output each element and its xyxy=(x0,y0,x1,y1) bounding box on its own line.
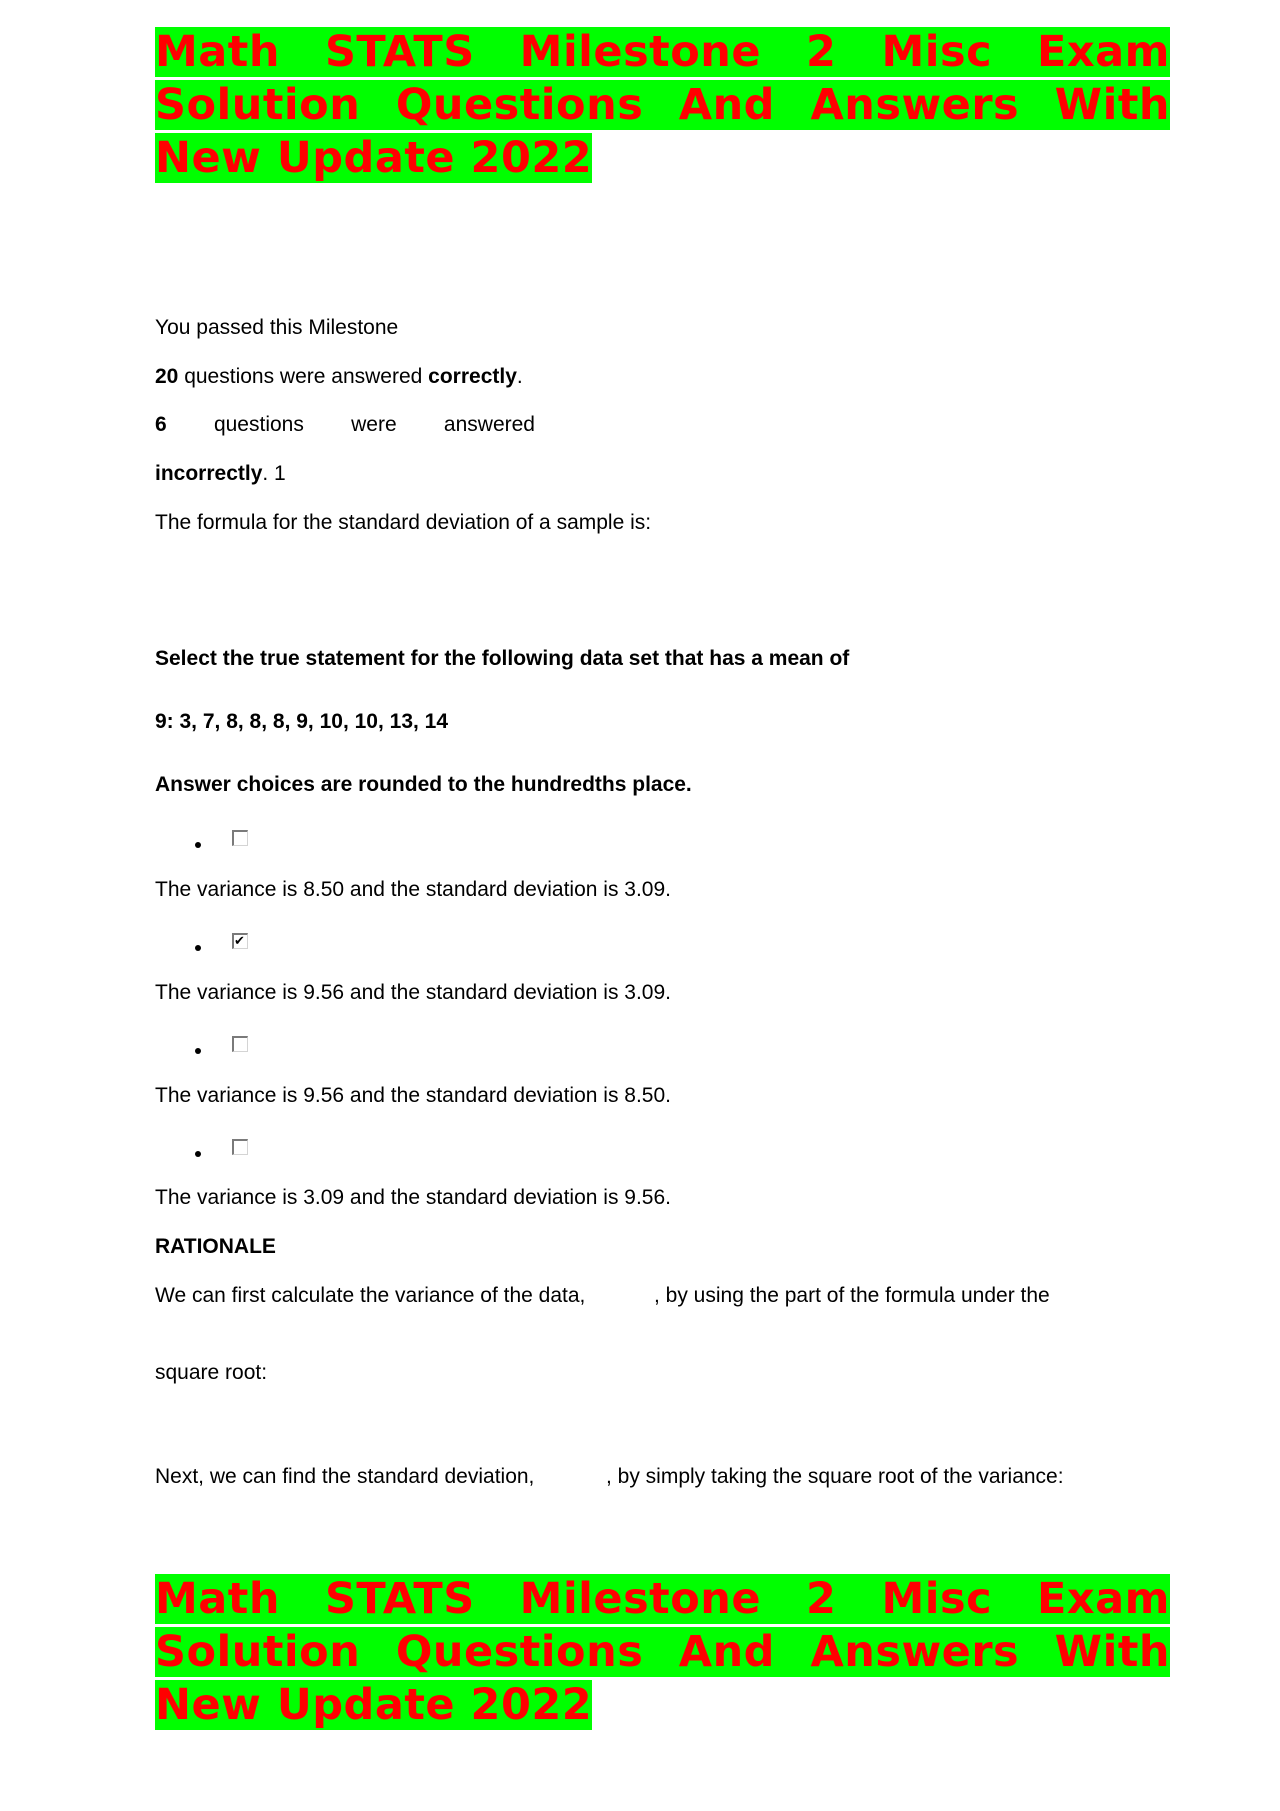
correct-text: questions were answered xyxy=(178,365,429,388)
rationale-line2: square root: xyxy=(155,1361,268,1384)
choice-2-checkbox-checked[interactable] xyxy=(232,933,248,949)
incorrect-word: incorrectly xyxy=(155,462,263,485)
bullet-icon xyxy=(195,1151,201,1157)
rationale-line3a: Next, we can find the standard deviation, xyxy=(155,1465,535,1488)
question2-prompt-line3: Answer choices are rounded to the hundredths place. xyxy=(155,773,692,796)
choice-3-label: The variance is 9.56 and the standard deviation is 8.50. xyxy=(155,1084,671,1107)
passed-message: You passed this Milestone xyxy=(155,316,399,339)
choice-4-label: The variance is 3.09 and the standard deviation is 9.56. xyxy=(155,1186,671,1209)
choice-3-checkbox[interactable] xyxy=(232,1036,248,1052)
correct-count: 20 xyxy=(155,365,179,388)
rationale-line1b: , by using the part of the formula under the xyxy=(654,1284,1050,1307)
incorrect-word-answered: answered xyxy=(443,413,535,436)
choice-1-checkbox[interactable] xyxy=(232,830,248,846)
correct-summary xyxy=(155,363,523,391)
choice-2-label: The variance is 9.56 and the standard deviation is 3.09. xyxy=(155,981,671,1004)
choice-2-marker xyxy=(195,929,248,953)
question2-prompt-line2: 9: 3, 7, 8, 8, 8, 9, 10, 10, 13, 14 xyxy=(155,710,449,733)
correct-word: correctly xyxy=(428,365,517,388)
incorrect-summary-line2 xyxy=(155,460,286,488)
header-title: Math STATS Milestone 2 Misc Exam Solution Questions And Answers With New Update 2022 xyxy=(155,27,1170,183)
incorrect-word-questions: questions xyxy=(213,413,304,436)
correct-end: . xyxy=(516,365,523,388)
rationale-heading: RATIONALE xyxy=(155,1235,276,1258)
incorrect-end: . 1 xyxy=(262,462,286,485)
header-title-banner xyxy=(155,26,1170,185)
bullet-icon xyxy=(195,1048,201,1054)
incorrect-summary-line1 xyxy=(155,411,535,439)
question2-prompt-line1: Select the true statement for the following data set that has a mean of xyxy=(155,647,850,670)
rationale-line3b: , by simply taking the square root of the variance: xyxy=(606,1465,1064,1488)
bullet-icon xyxy=(195,842,201,848)
incorrect-word-were: were xyxy=(351,413,397,436)
choice-4-marker xyxy=(195,1135,248,1159)
bullet-icon xyxy=(195,945,201,951)
choice-1-marker xyxy=(195,826,248,850)
incorrect-count: 6 xyxy=(155,413,167,436)
question1-prompt: The formula for the standard deviation of a sample is: xyxy=(155,511,652,534)
footer-title: Math STATS Milestone 2 Misc Exam Solution Questions And Answers With New Update 2022 xyxy=(155,1574,1170,1730)
choice-4-checkbox[interactable] xyxy=(232,1139,248,1155)
choice-3-marker xyxy=(195,1032,248,1056)
rationale-line1a: We can first calculate the variance of the data, xyxy=(155,1284,586,1307)
footer-title-banner xyxy=(155,1573,1170,1732)
choice-1-label: The variance is 8.50 and the standard deviation is 3.09. xyxy=(155,878,671,901)
